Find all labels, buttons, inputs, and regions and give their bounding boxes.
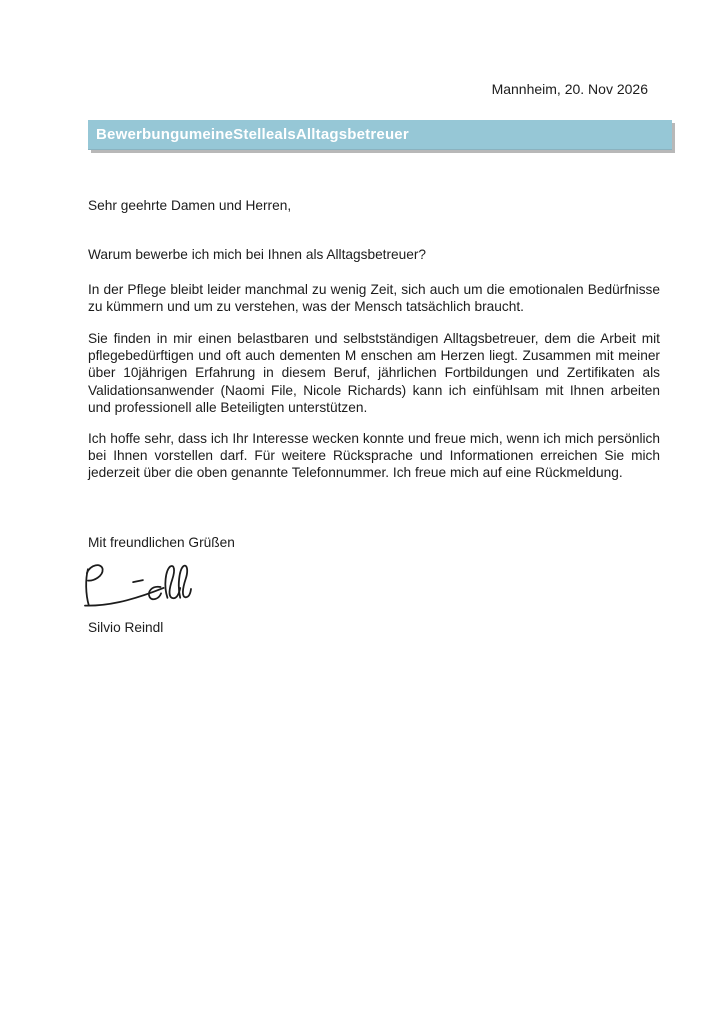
- signature-image: [82, 560, 192, 612]
- question-line: Warum bewerbe ich mich bei Ihnen als Alltagsbetreuer?: [88, 247, 427, 262]
- closing-line: Mit freundlichen Grüßen: [88, 535, 235, 550]
- body-paragraph-2: Sie finden in mir einen belastbaren und selbstständigen Alltagsbetreuer, dem die Arbeit mit pflegebedürftigen und oft auch dementen M enschen am Herzen liegt. Zusammen mit meiner über 10jährigen Erfahrung in diesem Beruf, jährlichen Fortbildungen und Zertifikaten als Validationsanwender (Naomi File, Nicole Richards) kann ich einfühlsam mit Ihnen arbeiten und professionell alle Beteiligten unterstützen.: [88, 331, 660, 415]
- body-paragraph-1: In der Pflege bleibt leider manchmal zu wenig Zeit, sich auch um die emotionalen Bedürfnisse zu kümmern und um zu verstehen, was der Mensch tatsächlich braucht.: [88, 282, 660, 315]
- signer-name: Silvio Reindl: [88, 620, 164, 635]
- subject-bar: [88, 120, 672, 150]
- date-line: Mannheim, 20. Nov 2026: [491, 81, 648, 97]
- subject-bar-text: BewerbungumeineStellealsAlltagsbetreuer: [96, 126, 409, 143]
- handwritten-signature-icon: [82, 560, 192, 612]
- greeting-line: Sehr geehrte Damen und Herren,: [88, 198, 292, 213]
- body-paragraph-3: Ich hoffe sehr, dass ich Ihr Interesse wecken konnte und freue mich, wenn ich mich persönlich bei Ihnen vorstellen darf. Für weitere Rücksprache und Informationen erreichen Sie mich jederzeit über die oben genannte Telefonnummer. Ich freue mich auf eine Rückmeldung.: [88, 431, 660, 481]
